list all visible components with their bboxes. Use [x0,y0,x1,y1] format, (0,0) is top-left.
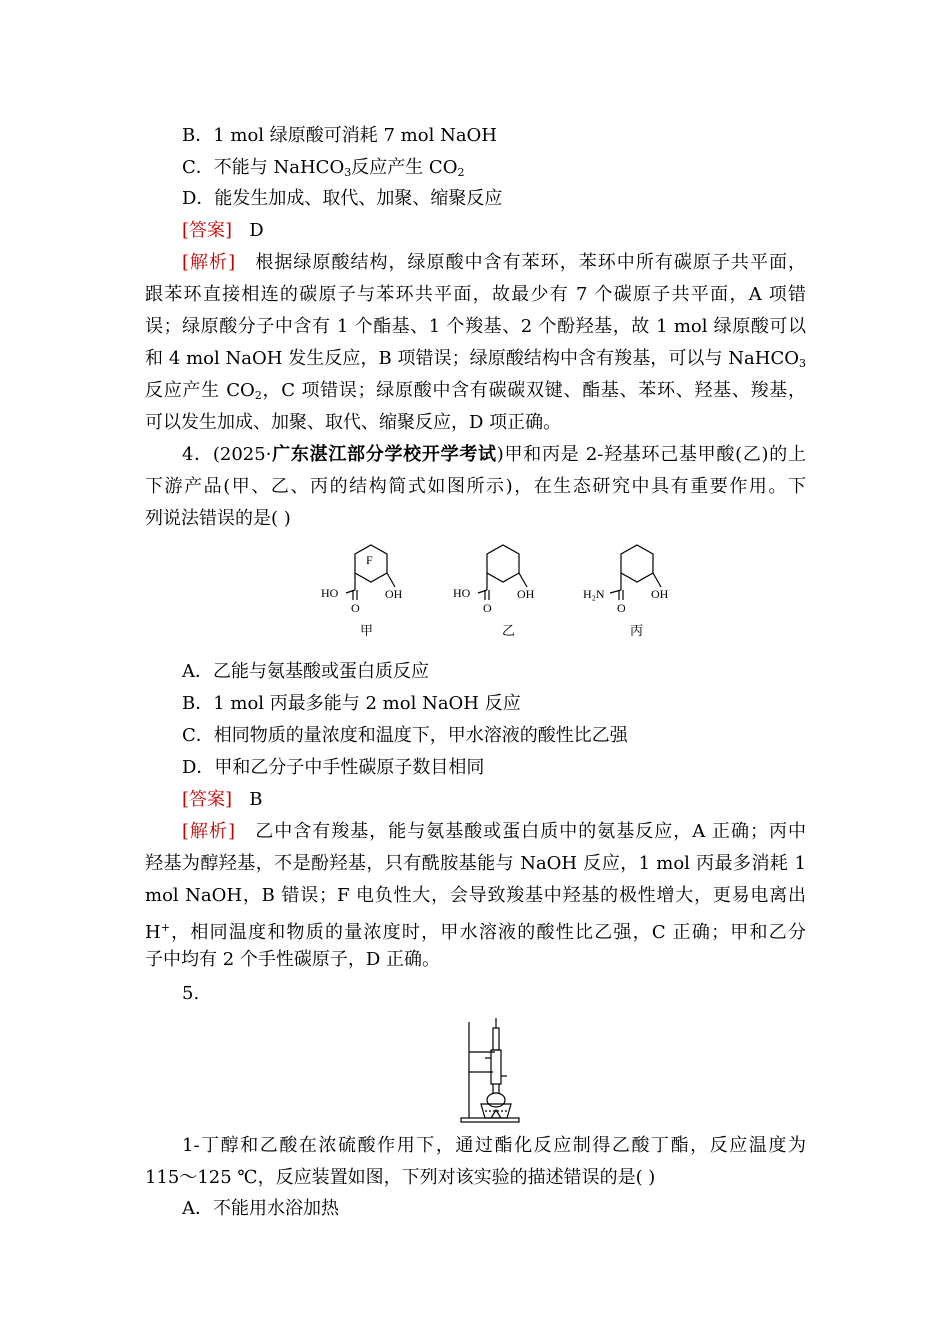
q4-analysis-line-4: H+，相同温度和物质的量浓度时，甲水溶液的酸性比乙强，C 正确；甲和乙分 [145,921,806,943]
q4-stem-line-1: 4．(2025·广东湛江部分学校开学考试)甲和丙是 2-羟基环己基甲酸(乙)的上 [182,444,807,465]
jia-oh-label: OH [385,587,403,601]
q4-analysis-line-2: 羟基为醇羟基，不是酚羟基，只有酰胺基能与 NaOH 反应，1 mol 丙最多消耗 1 [145,853,806,874]
q3-option-d: D．能发生加成、取代、加聚、缩聚反应 [182,188,503,209]
yi-ho-label: HO [453,586,471,600]
jia-ho-label: HO [321,586,339,600]
q3-answer: [答案] D [182,220,264,241]
q4-answer: [答案] B [182,789,263,810]
bing-h2n-label: H₂N [583,587,605,601]
yi-label: 乙 [502,623,516,638]
yi-oh-label: OH [517,587,535,601]
q4-option-c: C．相同物质的量浓度和温度下，甲水溶液的酸性比乙强 [182,725,628,746]
q3-analysis-line-6: 可以发生加成、加聚、取代、缩聚反应，D 项正确。 [145,412,562,433]
bing-o-label: O [617,601,626,615]
q5-stem-line-2: 115～125 ℃，反应装置如图，下列对该实验的描述错误的是( ) [145,1167,656,1188]
q5-option-a: A．不能用水浴加热 [182,1198,339,1219]
q5-number: 5. [182,983,200,1004]
q4-option-d: D．甲和乙分子中手性碳原子数目相同 [182,757,485,778]
jia-f-label: F [366,553,373,567]
bing-label: 丙 [630,623,644,638]
q4-analysis-line-3: mol NaOH，B 错误；F 电负性大，会导致羧基中羟基的极性增大，更易电离出 [145,885,806,906]
q4-stem-line-3: 列说法错误的是( ) [145,508,291,529]
q3-analysis-line-5: 反应产生 $CO_2$，C 项错误；绿原酸中含有碳碳双键、酯基、苯环、羟基、羧基， [145,380,806,402]
jia-o-label: O [351,601,360,615]
q5-apparatus-figure [455,1014,525,1126]
q5-stem-line-1: 1-丁醇和乙酸在浓硫酸作用下，通过酯化反应制得乙酸丁酯，反应温度为 [182,1135,806,1156]
yi-o-label: O [483,601,492,615]
jia-label: 甲 [360,623,374,638]
q3-analysis-line-4: 和 4 mol NaOH 发生反应，B 项错误；绿原酸结构中含有羧基，可以与 NaHCO$_3$ [145,348,806,370]
analysis-tag: [解析] [182,821,236,842]
q4-option-b: B．1 mol 丙最多能与 2 mol NaOH 反应 [182,693,521,714]
answer-tag: [答案] [182,789,233,810]
q3-analysis-line-1: [解析] 根据绿原酸结构，绿原酸中含有苯环，苯环中所有碳原子共平面， [182,252,806,273]
q4-analysis-line-5: 子中均有 2 个手性碳原子，D 正确。 [145,949,441,970]
q3-analysis-line-2: 跟苯环直接相连的碳原子与苯环共平面，故最少有 7 个碳原子共平面，A 项错 [145,284,806,305]
q3-analysis-line-3: 误；绿原酸分子中含有 1 个酯基、1 个羧基、2 个酚羟基，故 1 mol 绿原酸可以 [145,316,806,337]
q4-source: 广东湛江部分学校开学考试 [271,444,497,465]
q4-structures-figure [315,535,695,645]
answer-tag: [答案] [182,220,233,241]
q4-analysis-line-1: [解析] 乙中含有羧基，能与氨基酸或蛋白质中的氨基反应，A 正确；丙中 [182,821,807,842]
analysis-tag: [解析] [182,252,236,273]
q4-option-a: A．乙能与氨基酸或蛋白质反应 [182,661,429,682]
bing-oh-label: OH [651,587,669,601]
q3-option-b: B．1 mol 绿原酸可消耗 7 mol NaOH [182,125,497,146]
q4-stem-line-2: 下游产品(甲、乙、丙的结构简式如图所示)，在生态研究中具有重要作用。下 [145,476,806,497]
q3-option-c: C．不能与 NaHCO$_3$反应产生 $CO_2$ [182,157,465,179]
